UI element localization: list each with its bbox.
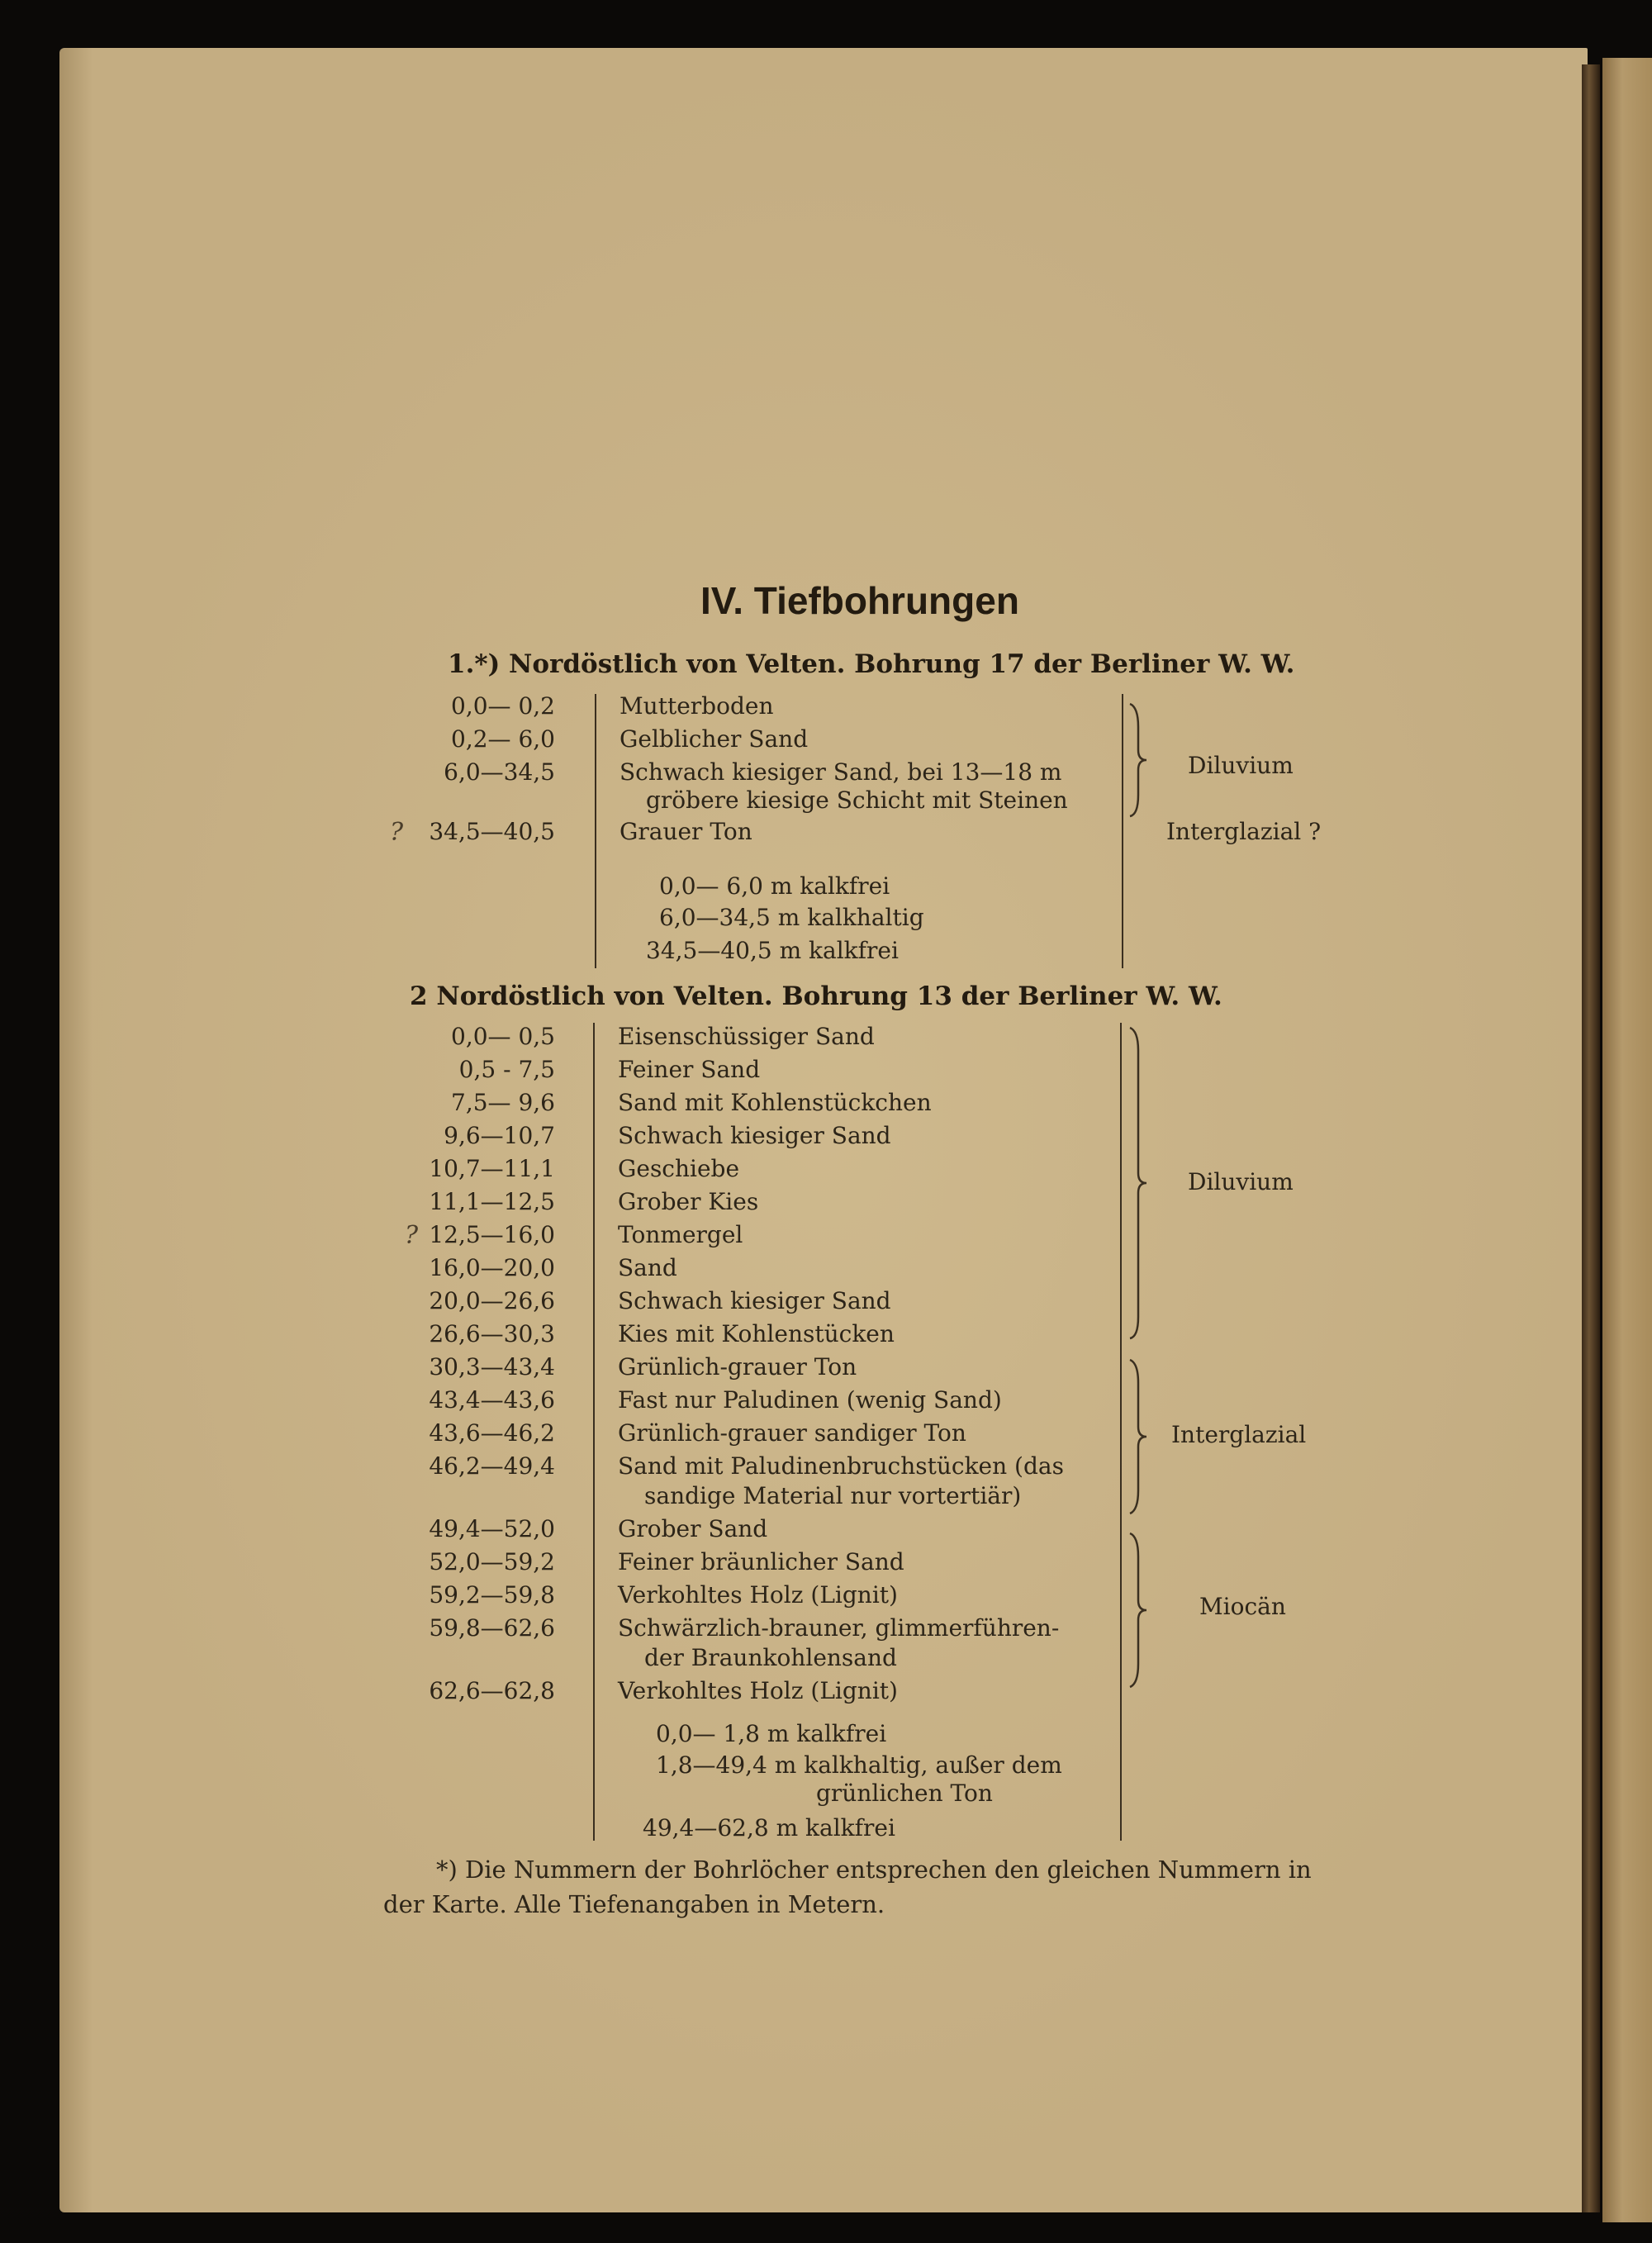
lime-note: 0,0— 1,8 m kalkfrei — [656, 1720, 887, 1747]
section-2-layer: Fast nur Paludinen (wenig Sand) — [618, 1386, 1002, 1414]
margin-annotation: ? — [390, 818, 404, 847]
section-2-depth: 59,8—62,6 — [429, 1614, 555, 1642]
section-2-layer: Kies mit Kohlenstücken — [618, 1320, 895, 1347]
section-2-depth: 10,7—11,1 — [429, 1155, 555, 1182]
section-2-depth: 43,6—46,2 — [429, 1419, 555, 1447]
section-2-layer: Grünlich-grauer sandiger Ton — [618, 1419, 966, 1447]
column-rule — [1120, 1023, 1122, 1841]
section-2-depth: 9,6—10,7 — [444, 1122, 555, 1149]
margin-annotation: ? — [405, 1221, 419, 1250]
section-2-depth: 30,3—43,4 — [429, 1353, 555, 1380]
section-2-depth: 46,2—49,4 — [429, 1452, 555, 1480]
section-2-layer: Verkohltes Holz (Lignit) — [618, 1581, 898, 1609]
section-2-layer: Sand mit Paludinenbruchstücken (das — [618, 1452, 1064, 1480]
page-gutter — [1582, 64, 1600, 2212]
stratum-label: Interglazial ? — [1166, 818, 1322, 845]
section-2-depth: 62,6—62,8 — [429, 1677, 555, 1704]
section-2-layer: Feiner bräunlicher Sand — [618, 1548, 904, 1575]
stratum-label: Interglazial — [1171, 1421, 1307, 1448]
section-2-layer-cont: der Braunkohlensand — [644, 1644, 897, 1671]
section-2-layer: Grünlich-grauer Ton — [618, 1353, 857, 1380]
section-1-layer: Schwach kiesiger Sand, bei 13—18 m — [620, 758, 1062, 786]
column-rule — [593, 1023, 595, 1841]
section-2-depth: 11,1—12,5 — [429, 1188, 555, 1215]
section-1-depth: 0,2— 6,0 — [451, 725, 555, 753]
section-1-layer: Mutterboden — [620, 692, 774, 720]
lime-note: 0,0— 6,0 m kalkfrei — [659, 872, 890, 900]
stratum-label: Diluvium — [1188, 1168, 1294, 1195]
page-title: IV. Tiefbohrungen — [700, 579, 1019, 622]
section-2-layer: Eisenschüssiger Sand — [618, 1023, 875, 1050]
section-1-heading: 1.*) Nordöstlich von Velten. Bohrung 17 der Berliner W. W. — [448, 649, 1295, 679]
section-2-layer: Sand — [618, 1254, 677, 1281]
footnote: *) Die Nummern der Bohrlöcher entsprechen den gleichen Nummern in — [436, 1856, 1312, 1884]
section-2-layer: Tonmergel — [618, 1221, 743, 1248]
section-2-depth: 43,4—43,6 — [429, 1386, 555, 1414]
section-1-layer: Grauer Ton — [620, 818, 752, 845]
section-1-depth: 6,0—34,5 — [444, 758, 555, 786]
section-2-depth: 52,0—59,2 — [429, 1548, 555, 1575]
section-2-layer: Schwach kiesiger Sand — [618, 1287, 891, 1314]
section-2-heading: 2 Nordöstlich von Velten. Bohrung 13 der Berliner W. W. — [410, 981, 1222, 1011]
bracket — [1127, 702, 1150, 818]
section-2-layer: Schwärzlich-brauner, glimmerführen- — [618, 1614, 1060, 1642]
section-2-depth: 26,6—30,3 — [429, 1320, 555, 1347]
section-2-depth: 0,0— 0,5 — [451, 1023, 555, 1050]
section-1-depth: 0,0— 0,2 — [451, 692, 555, 720]
section-2-layer: Grober Kies — [618, 1188, 759, 1215]
section-2-layer: Verkohltes Holz (Lignit) — [618, 1677, 898, 1704]
section-2-layer: Feiner Sand — [618, 1056, 761, 1083]
lime-note: grünlichen Ton — [816, 1780, 993, 1807]
section-2-layer: Geschiebe — [618, 1155, 740, 1182]
section-2-depth: 49,4—52,0 — [429, 1515, 555, 1542]
section-2-depth: 20,0—26,6 — [429, 1287, 555, 1314]
column-rule — [595, 694, 596, 968]
section-1-layer: Gelblicher Sand — [620, 725, 809, 753]
section-1-depth: 34,5—40,5 — [429, 818, 555, 845]
next-page-edge — [1602, 58, 1652, 2222]
section-2-layer: Grober Sand — [618, 1515, 768, 1542]
section-2-depth: 59,2—59,8 — [429, 1581, 555, 1609]
lime-note: 34,5—40,5 m kalkfrei — [646, 937, 899, 964]
footnote: der Karte. Alle Tiefenangaben in Metern. — [383, 1890, 885, 1918]
stratum-label: Miocän — [1199, 1593, 1286, 1620]
section-2-depth: 16,0—20,0 — [429, 1254, 555, 1281]
section-2-layer: Sand mit Kohlenstückchen — [618, 1089, 932, 1116]
stratum-label: Diluvium — [1188, 752, 1294, 779]
section-2-depth: 12,5—16,0 — [429, 1221, 555, 1248]
bracket — [1127, 1026, 1150, 1340]
section-2-depth: 7,5— 9,6 — [451, 1089, 555, 1116]
column-rule — [1122, 694, 1123, 968]
lime-note: 1,8—49,4 m kalkhaltig, außer dem — [656, 1751, 1062, 1779]
section-1-layer-cont: gröbere kiesige Schicht mit Steinen — [646, 786, 1068, 814]
bracket — [1127, 1532, 1150, 1689]
lime-note: 49,4—62,8 m kalkfrei — [643, 1814, 895, 1841]
section-2-layer-cont: sandige Material nur vortertiär) — [644, 1482, 1022, 1509]
section-2-depth: 0,5 - 7,5 — [458, 1056, 555, 1083]
bracket — [1127, 1358, 1150, 1515]
section-2-layer: Schwach kiesiger Sand — [618, 1122, 891, 1149]
lime-note: 6,0—34,5 m kalkhaltig — [659, 904, 924, 931]
